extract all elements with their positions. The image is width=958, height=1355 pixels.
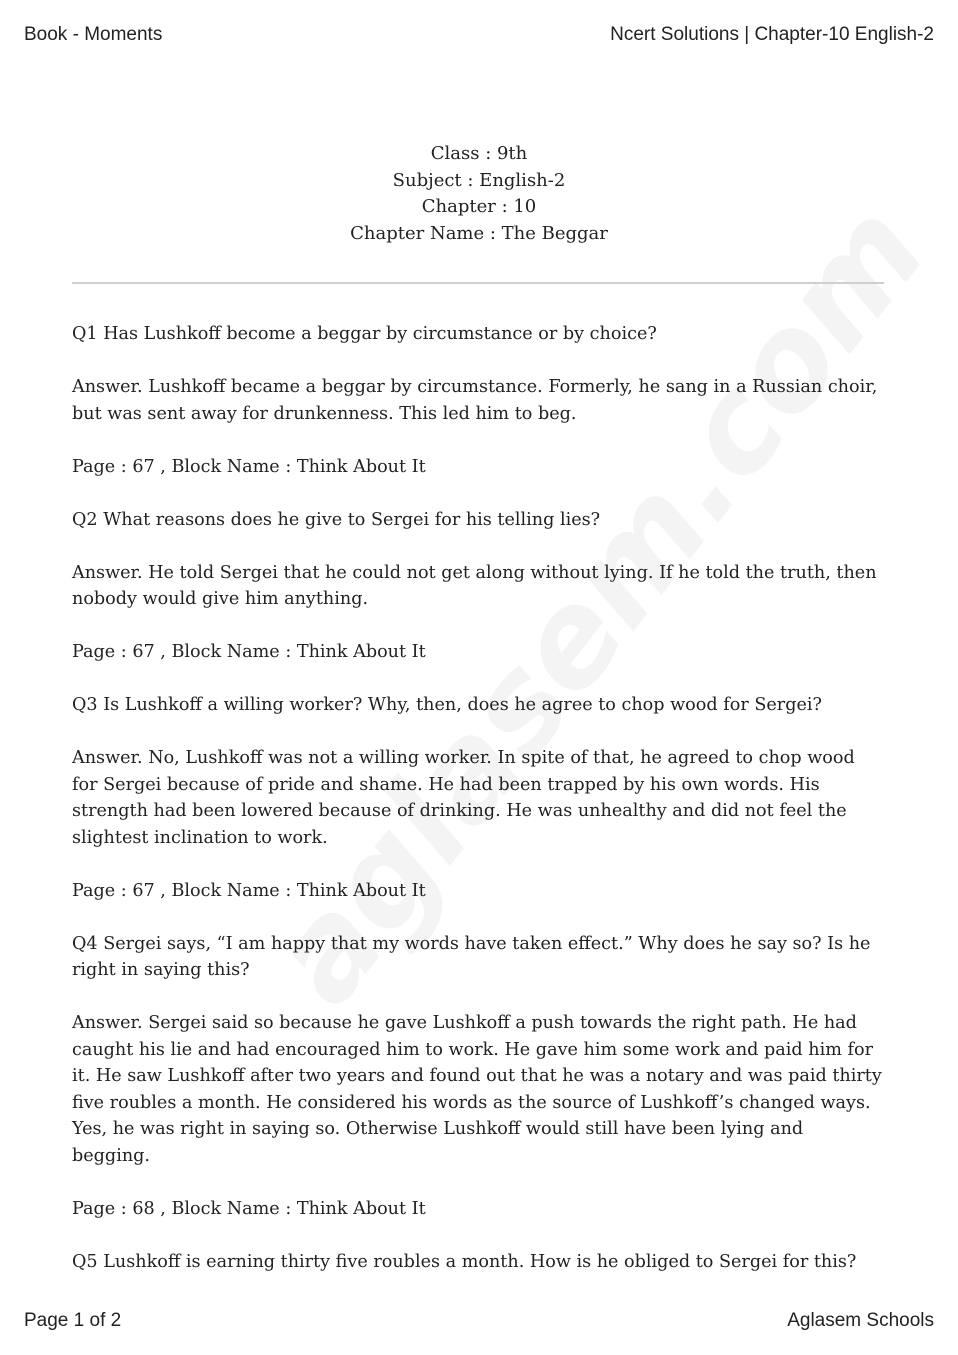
subject-line: Subject : English-2 [392,169,566,191]
question-5: Q5 Lushkoff is earning thirty five roubles a month. How is he obliged to Sergei for this? [72,1251,857,1272]
header-book-title: Book - Moments [24,24,163,45]
answer-3: Answer. No, Lushkoff was not a willing worker. In spite of that, he agreed to chop wood for Sergei because of pride and shame. He had been trapped by his own words. His strength had been lowered because of drinking. He was unhealthy and did not feel the slightest inclination to work. [72,748,855,848]
question-4: Q4 Sergei says, “I am happy that my words have taken effect.” Why does he say so? Is he right in saying this? [72,933,871,980]
question-1: Q1 Has Lushkoff become a beggar by circumstance or by choice? [72,324,657,344]
page-ref-2: Page : 67 , Block Name : Think About It [72,642,426,662]
document-body [72,321,884,1302]
question-2: Q2 What reasons does he give to Sergei for his telling lies? [72,509,601,530]
answer-4: Answer. Sergei said so because he gave Lushkoff a push towards the right path. He had caught his lie and had encouraged him to work. He gave him some work and paid him for it. He saw Lushkoff after two years and found out that he was a notary and was paid thirty five roubles a month. He considered his words as the source of Lushkoff’s changed ways. Yes, he was right in saying so. Otherwise Lushkoff would still have been lying and begging. [72,1013,882,1166]
divider [72,282,884,284]
page-ref-3: Page : 67 , Block Name : Think About It [72,880,426,901]
header-chapter-info: Ncert Solutions | Chapter-10 English-2 [610,24,934,45]
chapter-line: Chapter : 10 [421,196,537,217]
answer-1: Answer. Lushkoff became a beggar by circumstance. Formerly, he sang in a Russian choir, but was sent away for drunkenness. This led him to beg. [72,377,878,424]
page-ref-1: Page : 67 , Block Name : Think About It [72,456,426,477]
page-ref-4: Page : 68 , Block Name : Think About It [72,1198,426,1219]
chapter-name-line: Chapter Name : The Beggar [350,222,608,244]
question-3: Q3 Is Lushkoff a willing worker? Why, then, does he agree to chop wood for Sergei? [72,695,822,715]
footer-publisher: Aglasem Schools [787,1310,934,1331]
class-line: Class : 9th [430,143,528,164]
answer-2: Answer. He told Sergei that he could not get along without lying. If he told the truth, then nobody would give him anything. [72,562,877,609]
footer-page-number: Page 1 of 2 [24,1310,122,1331]
title-block [0,141,958,247]
